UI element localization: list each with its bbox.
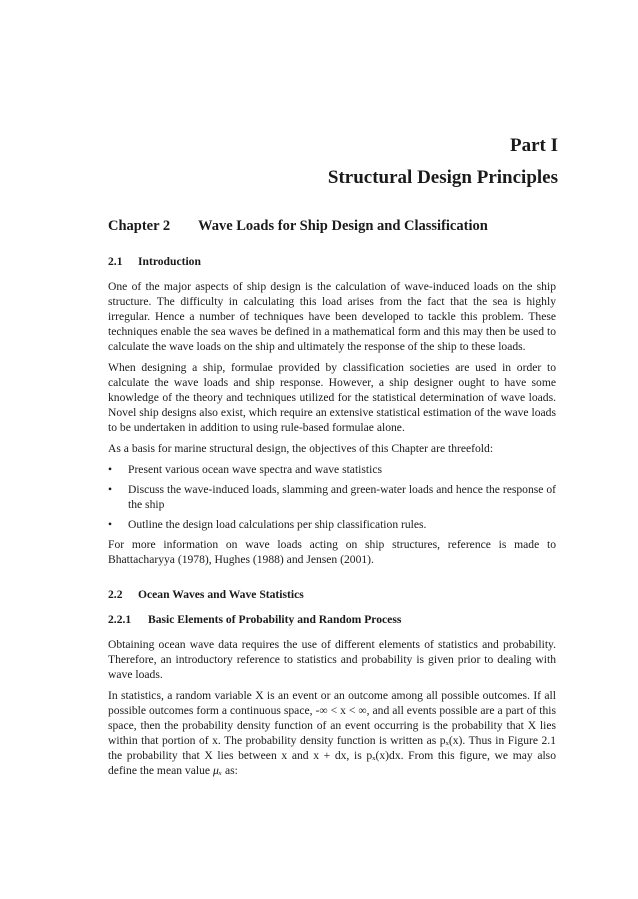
paragraph: For more information on wave loads acting on ship structures, reference is made to Bhattacharyya (1978), Hughes (1988) and Jensen (2001). <box>108 538 556 566</box>
section-title: Introduction <box>138 255 201 268</box>
chapter-number: Chapter 2 <box>108 218 171 234</box>
paragraph-mean-value <box>108 688 556 778</box>
chapter-title: Wave Loads for Ship Design and Classification <box>198 218 488 234</box>
main-content <box>108 254 556 784</box>
subsection-number: 2.2.1 <box>108 613 132 626</box>
subsection-heading-probability <box>108 612 556 627</box>
paragraph: One of the major aspects of ship design is the calculation of wave-induced loads on the ship structure. The difficulty in calculating this load arises from the fact that the sea is highly irregular. Hence a number of techniques have been developed to tackle this problem. These techniques enable the sea waves be defined in a mathematical form and this may then be used to calculate the wave loads on the ship and ultimately the response of the ship to these loads. <box>108 280 556 353</box>
section-number: 2.1 <box>108 255 123 268</box>
paragraph: As a basis for marine structural design, the objectives of this Chapter are threefold: <box>108 442 494 455</box>
section-number: 2.2 <box>108 588 123 601</box>
paragraph-end: as: <box>224 764 238 777</box>
section-heading-ocean-waves <box>108 587 556 602</box>
part-title: Part I <box>509 135 558 156</box>
list-item: • Present various ocean wave spectra and wave statistics <box>108 462 556 477</box>
list-item: • Discuss the wave-induced loads, slamming and green-water loads and hence the response of the ship <box>108 482 556 512</box>
paragraph: Obtaining ocean wave data requires the use of different elements of statistics and probability. Therefore, an introductory reference to statistics and probability is given prior to dealing with wave loads. <box>108 638 556 681</box>
section-title: Ocean Waves and Wave Statistics <box>138 588 304 601</box>
paragraph: When designing a ship, formulae provided by classification societies are used in order to calculate the wave loads and ship response. However, a ship designer ought to have some knowledge of the theory and techniques utilized for the statistical determination of wave loads. Novel ship designs also exist, which require an extensive statistical estimation of the wave loads to be undertaken in addition to using rule-based formulae alone. <box>108 361 556 434</box>
part-subtitle: Structural Design Principles <box>327 167 558 188</box>
objectives-list <box>108 462 556 532</box>
list-item: • Outline the design load calculations per ship classification rules. <box>108 517 556 532</box>
mean-symbol: μₓ <box>212 764 223 777</box>
paragraph-text: In statistics, a random variable X is an event or an outcome among all possible outcomes. If all possible outcomes form a continuous space, -∞ < x < ∞, and all events possible are a part of this space, then the probability density function of an event occurring is the probability that X lies within that portion of x. The probability density function is written as pₓ(x). Thus in Figure 2.1 the probability that X lies between x and x + dx, is pₓ(x)dx. From this figure, we may also define the mean value <box>108 689 556 777</box>
chapter-heading <box>108 218 488 235</box>
section-heading-introduction <box>108 254 556 269</box>
subsection-title: Basic Elements of Probability and Random Process <box>148 613 402 626</box>
